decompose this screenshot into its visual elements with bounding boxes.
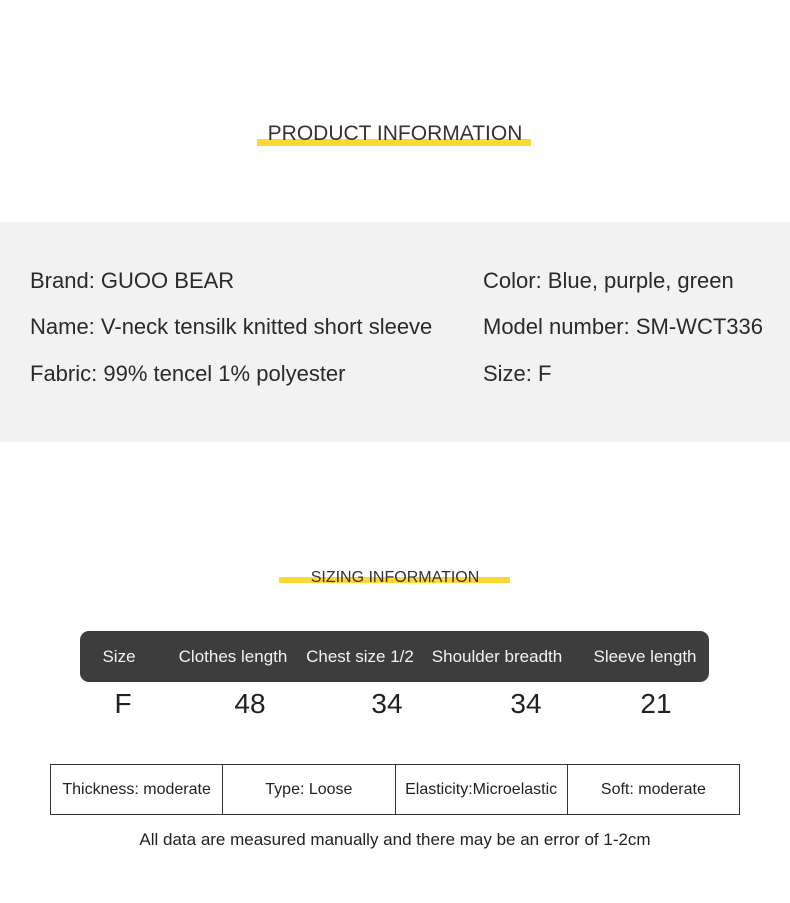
value-sleeve-length: 21 xyxy=(640,688,672,719)
attribute-elasticity: Elasticity:Microelastic xyxy=(396,765,568,814)
product-info-panel xyxy=(0,222,790,442)
value-shoulder-breadth: 34 xyxy=(510,688,542,719)
value-clothes-length: 48 xyxy=(234,688,266,719)
brand-line: Brand: GUOO BEAR xyxy=(30,268,235,293)
color-line: Color: Blue, purple, green xyxy=(483,268,734,293)
attributes-table xyxy=(50,764,740,815)
attribute-type: Type: Loose xyxy=(223,765,395,814)
product-information-heading xyxy=(0,120,790,148)
header-sleeve-length: Sleeve length xyxy=(593,647,697,666)
size-line: Size: F xyxy=(483,361,552,386)
heading-text: SIZING INFORMATION xyxy=(310,569,480,586)
measurement-note: All data are measured manually and there may be an error of 1-2cm xyxy=(139,830,651,849)
header-clothes-length: Clothes length xyxy=(178,647,288,666)
size-table-header xyxy=(80,631,709,682)
heading-text: PRODUCT INFORMATION xyxy=(267,122,523,145)
header-shoulder-breadth: Shoulder breadth xyxy=(431,647,563,666)
name-line: Name: V-neck tensilk knitted short sleeve xyxy=(30,314,433,339)
fabric-line: Fabric: 99% tencel 1% polyester xyxy=(30,361,346,386)
value-chest-size: 34 xyxy=(371,688,403,719)
attribute-thickness: Thickness: moderate xyxy=(51,765,223,814)
model-number-line: Model number: SM-WCT336 xyxy=(483,314,763,339)
attribute-softness: Soft: moderate xyxy=(600,780,706,798)
header-chest-size: Chest size 1/2 xyxy=(306,647,414,666)
header-size: Size xyxy=(102,647,136,666)
sizing-information-heading xyxy=(0,567,790,589)
value-size: F xyxy=(114,688,132,719)
